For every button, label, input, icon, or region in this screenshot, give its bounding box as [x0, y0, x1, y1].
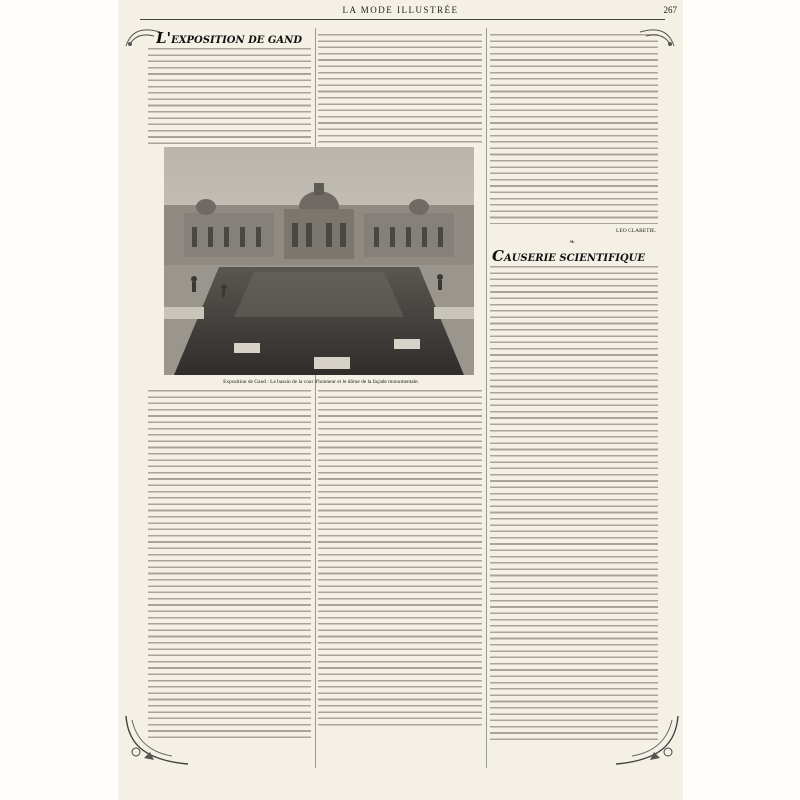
heading-initial: C: [492, 250, 504, 265]
article-text-block: [148, 390, 311, 740]
article-heading-exposition: [156, 32, 311, 47]
photo-caption: Exposition de Gand : Le bassin de la cour d'honneur et le dôme de la façade monumentale.: [223, 379, 419, 385]
heading-initial: L': [156, 32, 172, 47]
article-heading-causerie: [492, 250, 660, 265]
heading-text: EXPOSITION DE GAND: [171, 35, 302, 46]
article-signature: LEO CLARETIE.: [616, 228, 657, 234]
page-number: 267: [663, 5, 677, 15]
section-ornament: ❧: [569, 238, 575, 246]
magazine-page: [118, 0, 683, 800]
article-text-block: [318, 34, 482, 146]
heading-text: AUSERIE SCIENTIFIQUE: [503, 253, 645, 264]
column-rule-left: [315, 28, 316, 768]
bottom-right-ornament: [612, 712, 682, 768]
exposition-engraving: [164, 147, 474, 375]
photo-exposition-gand: [164, 147, 474, 375]
header-rule: [140, 19, 665, 20]
magazine-title: LA MODE ILLUSTRÉE: [342, 5, 459, 15]
article-text-block: [148, 48, 311, 146]
bottom-left-ornament: [122, 712, 192, 768]
article-text-block: [490, 266, 658, 740]
article-text-block: [318, 390, 482, 730]
column-rule-right: [486, 28, 487, 768]
article-text-block: [490, 34, 658, 224]
running-header: [118, 3, 683, 17]
